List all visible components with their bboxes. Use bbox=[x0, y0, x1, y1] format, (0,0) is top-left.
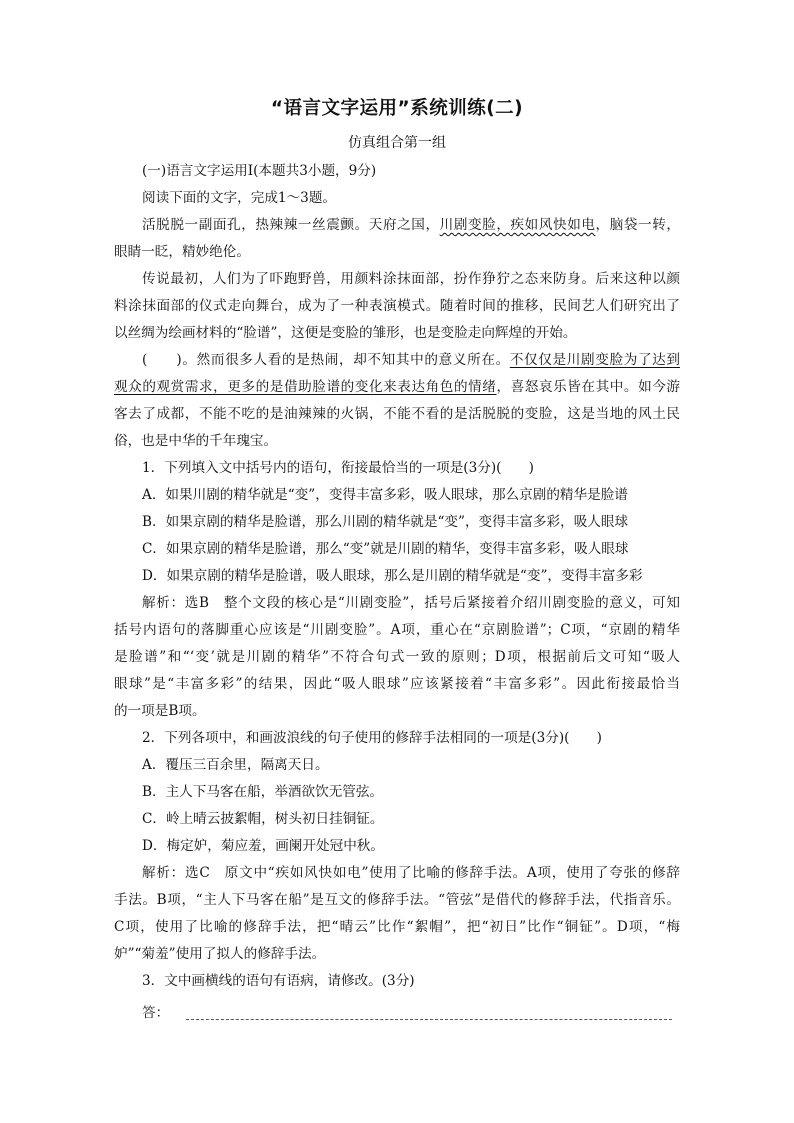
q1-option-b: B．如果京剧的精华是脸谱，那么川剧的精华就是“变”，变得丰富多彩，吸人眼球 bbox=[142, 514, 629, 530]
text-span: 活脱脱一副面孔，热辣辣一丝震颤。天府之国， bbox=[142, 217, 440, 233]
passage-p1-line1 bbox=[142, 216, 680, 234]
section-heading: (一)语言文字运用Ⅰ(本题共3小题，9分) bbox=[142, 163, 377, 179]
q2-analysis-line1: 解析：选C 原文中“疾如风快如电”使用了比喻的修辞手法。A项，使用了夸张的修辞 bbox=[142, 865, 680, 881]
passage-p2-line1: 传说最初，人们为了吓跑野兽，用颜料涂抹面部，扮作狰狞之态来防身。后来这种以颜 bbox=[142, 271, 680, 287]
q2-stem: 2．下列各项中，和画波浪线的句子使用的修辞手法相同的一项是(3分)( ) bbox=[142, 730, 602, 746]
passage-p1-line2: 眼睛一眨，精妙绝伦。 bbox=[114, 244, 250, 260]
passage-p3-line1 bbox=[142, 351, 680, 369]
passage-p3-line2 bbox=[114, 378, 680, 396]
q2-analysis-line2: 手法。B项，“主人下马客在船”是互文的修辞手法。“管弦”是借代的修辞手法，代指音乐。 bbox=[114, 892, 680, 908]
q1-analysis-line2: 括号内语句的落脚重心应该是“川剧变脸”。A项，重心在“京剧脸谱”；C项，“京剧的精华 bbox=[114, 622, 680, 638]
answer-label: 答： bbox=[142, 1005, 170, 1021]
passage-p2-line3: 以丝绸为绘画材料的“脸谱”，这便是变脸的雏形，也是变脸走向辉煌的开始。 bbox=[114, 325, 577, 341]
q2-option-a: A．覆压三百余里，隔离天日。 bbox=[142, 757, 329, 773]
page-title: “语言文字运用”系统训练(二) bbox=[270, 98, 524, 119]
q2-analysis-line3: C项，使用了比喻的修辞手法，把“晴云”比作“絮帽”，把“初日”比作“铜钲”。D项，“梅 bbox=[114, 919, 680, 935]
text-span: ，脑袋一转， bbox=[595, 217, 681, 233]
q3-stem: 3．文中画横线的语句有语病，请修改。(3分) bbox=[142, 973, 415, 989]
page-subtitle: 仿真组合第一组 bbox=[348, 135, 446, 151]
q2-option-d: D．梅定妒，菊应羞，画阑开处冠中秋。 bbox=[142, 838, 384, 854]
underlined-sentence: 观众的观赏需求，更多的是借助脸谱的变化来表达角色的情绪 bbox=[114, 379, 497, 395]
wavy-underlined-sentence: 川剧变脸，疾如风快如电 bbox=[439, 217, 596, 233]
q2-option-c: C．岭上晴云披絮帽，树头初日挂铜钲。 bbox=[142, 811, 384, 827]
q2-option-b: B．主人下马客在船，举酒欲饮无管弦。 bbox=[142, 784, 384, 800]
answer-line[interactable] bbox=[186, 1018, 672, 1020]
passage-p2-line2: 料涂抹面部的仪式走向舞台，成为了一种表演模式。随着时间的推移，民间艺人们研究出了 bbox=[114, 298, 680, 314]
instruction: 阅读下面的文字，完成1～3题。 bbox=[142, 190, 337, 206]
passage-p3-line3: 客去了成都，不能不吃的是油辣辣的火锅，不能不看的是活脱脱的变脸，这是当地的风土民 bbox=[114, 406, 680, 422]
text-span: ，喜怒哀乐皆在其中。如今游 bbox=[496, 379, 681, 395]
q2-analysis-line4: 妒”“菊羞”使用了拟人的修辞手法。 bbox=[114, 946, 326, 962]
text-span: ( )。然而很多人看的是热闹，却不知其中的意义所在。 bbox=[142, 352, 510, 368]
q1-option-d: D．如果京剧的精华是脸谱，吸人眼球，那么是川剧的精华就是“变”，变得丰富多彩 bbox=[142, 568, 643, 584]
q1-option-a: A．如果川剧的精华就是“变”，变得丰富多彩，吸人眼球，那么京剧的精华是脸谱 bbox=[142, 487, 628, 503]
underlined-sentence: 不仅仅是川剧变脸为了达到 bbox=[509, 352, 681, 368]
q1-option-c: C．如果京剧的精华是脸谱，那么“变”就是川剧的精华，变得丰富多彩，吸人眼球 bbox=[142, 541, 629, 557]
q1-analysis-line5: 的一项是B项。 bbox=[114, 703, 206, 719]
q1-analysis-line4: 眼球”是“丰富多彩”的结果，因此“吸人眼球”应该紧接着“丰富多彩”。因此衔接最恰当 bbox=[114, 676, 680, 692]
q1-stem: 1．下列填入文中括号内的语句，衔接最恰当的一项是(3分)( ) bbox=[142, 460, 534, 476]
passage-p3-line4: 俗，也是中华的千年瑰宝。 bbox=[114, 433, 278, 449]
q1-analysis-line1: 解析：选B 整个文段的核心是“川剧变脸”，括号后紧接着介绍川剧变脸的意义，可知 bbox=[142, 595, 680, 611]
q1-analysis-line3: 是脸谱”和“‘变’就是川剧的精华”不符合句式一致的原则；D项，根据前后文可知“吸人 bbox=[114, 649, 680, 665]
